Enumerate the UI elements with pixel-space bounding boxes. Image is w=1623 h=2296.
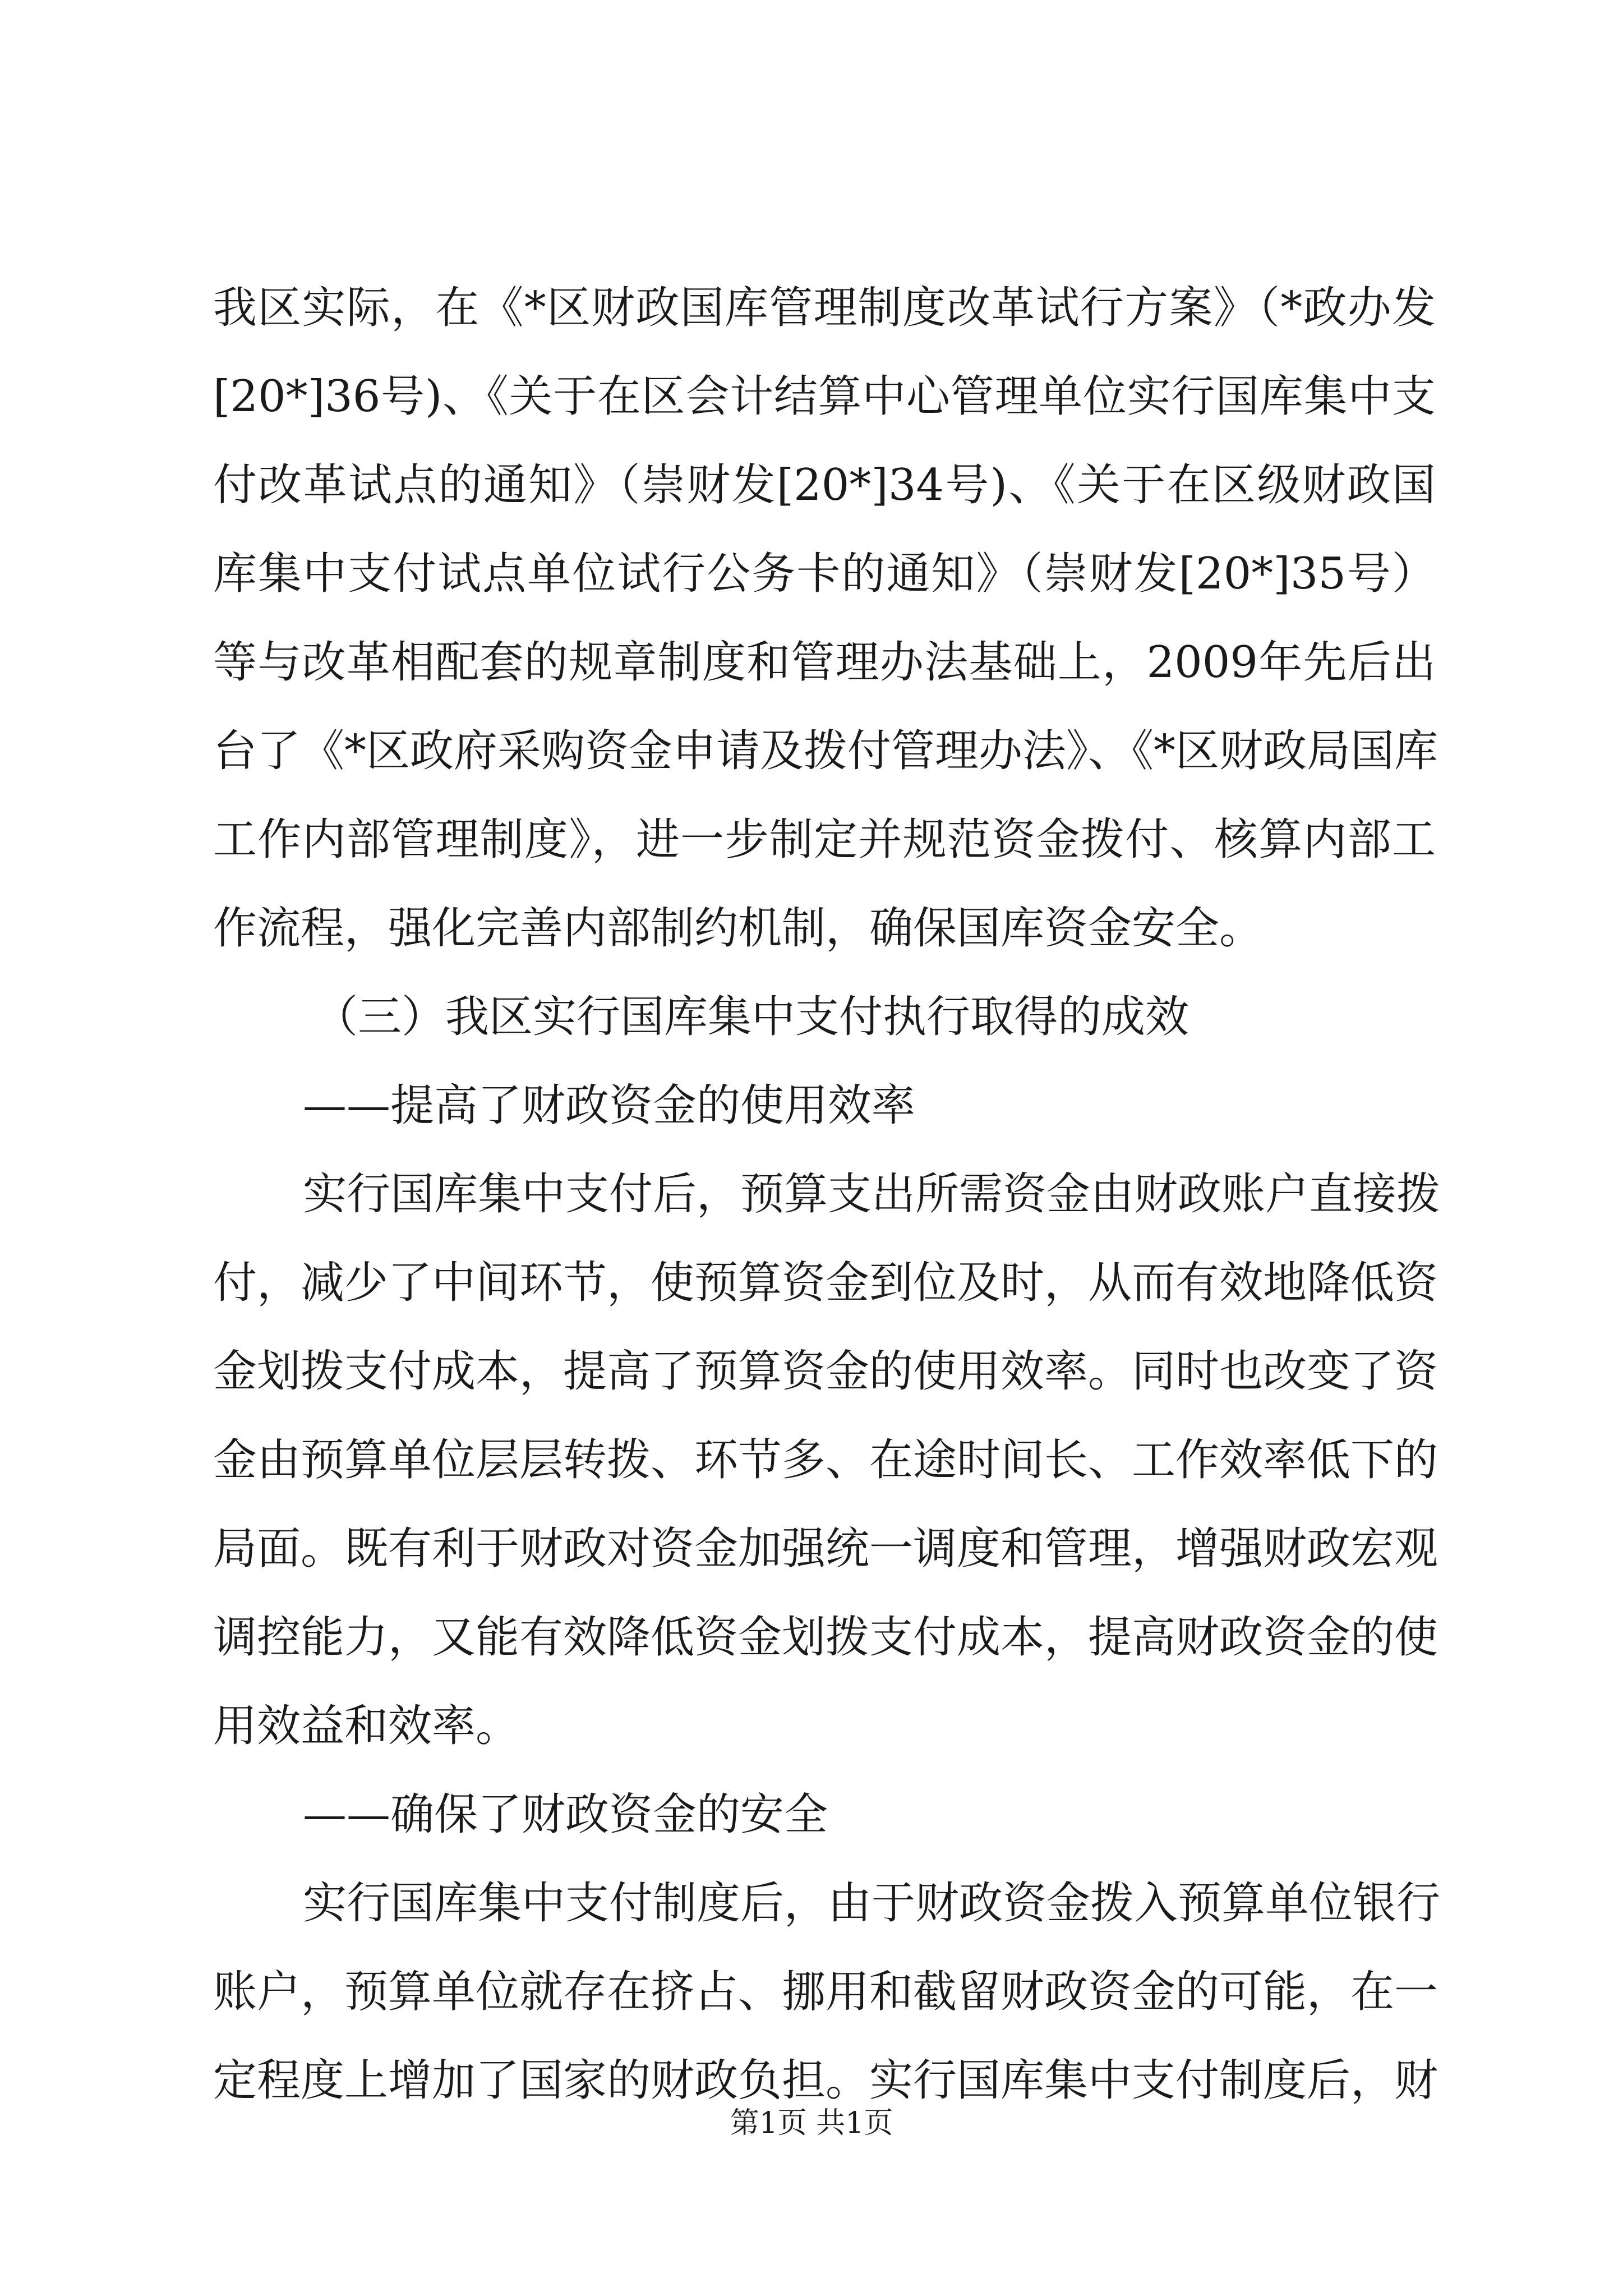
paragraph-line: 台了《*区政府采购资金申请及拨付管理办法》、《*区财政局国库	[213, 726, 1438, 776]
paragraph-line: 账户，预算单位就存在挤占、挪用和截留财政资金的可能，在一	[213, 1967, 1438, 2017]
paragraph-line: 作流程，强化完善内部制约机制，确保国库资金安全。	[213, 903, 1264, 954]
paragraph-line: 金划拨支付成本，提高了预算资金的使用效率。同时也改变了资	[213, 1346, 1438, 1397]
paragraph-line: 实行国库集中支付后，预算支出所需资金由财政账户直接拨	[303, 1169, 1441, 1220]
paragraph-line: 等与改革相配套的规章制度和管理办法基础上，2009年先后出	[213, 637, 1436, 688]
page-footer: 第1页 共1页	[730, 2106, 893, 2140]
paragraph-line: 付改革试点的通知》（崇财发[20*]34号)、《关于在区级财政国	[213, 460, 1436, 510]
paragraph-line: [20*]36号)、《关于在区会计结算中心管理单位实行国库集中支	[213, 371, 1436, 422]
paragraph-line: 定程度上增加了国家的财政负担。实行国库集中支付制度后，财	[213, 2055, 1438, 2106]
paragraph-line: 我区实际，在《*区财政国库管理制度改革试行方案》（*政办发	[213, 283, 1436, 333]
paragraph-line: 库集中支付试点单位试行公务卡的通知》（崇财发[20*]35号）	[213, 549, 1436, 599]
paragraph-line: 工作内部管理制度》，进一步制定并规范资金拨付、核算内部工	[213, 815, 1436, 865]
subsection-heading: ——确保了财政资金的安全	[303, 1789, 828, 1840]
paragraph-line: 调控能力，又能有效降低资金划拨支付成本，提高财政资金的使	[213, 1612, 1438, 1663]
section-heading: （三）我区实行国库集中支付执行取得的成效	[314, 992, 1189, 1042]
paragraph-line: 用效益和效率。	[213, 1701, 520, 1751]
document-body	[213, 264, 1441, 2125]
paragraph-line: 实行国库集中支付制度后，由于财政资金拨入预算单位银行	[303, 1878, 1441, 1929]
subsection-heading: ——提高了财政资金的使用效率	[303, 1080, 916, 1131]
paragraph-line: 金由预算单位层层转拨、环节多、在途时间长、工作效率低下的	[213, 1435, 1438, 1485]
paragraph-line: 局面。既有利于财政对资金加强统一调度和管理，增强财政宏观	[213, 1524, 1438, 1574]
paragraph-line: 付，减少了中间环节，使预算资金到位及时，从而有效地降低资	[213, 1258, 1438, 1308]
